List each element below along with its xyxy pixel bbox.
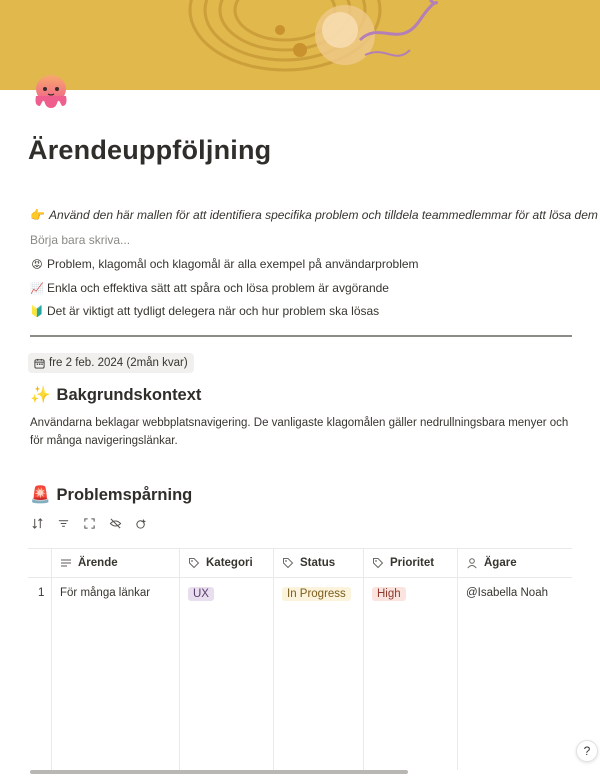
filter-button[interactable]: [56, 516, 70, 530]
cell-agare[interactable]: @Isabella Noah: [466, 587, 548, 599]
filter-icon: [57, 517, 70, 530]
divider: [30, 335, 572, 337]
heading-text: Bakgrundskontext: [56, 386, 202, 404]
text-icon: [60, 557, 72, 569]
expand-icon: [83, 517, 96, 530]
automation-button[interactable]: [134, 516, 148, 530]
column-label: Status: [300, 557, 336, 569]
table-row[interactable]: [28, 578, 572, 770]
bullet-line-3[interactable]: [30, 304, 379, 318]
tag-icon: [188, 557, 200, 569]
sort-button[interactable]: [30, 516, 44, 530]
line-text: Enkla och effektiva sätt att spåra och lösa problem är avgörande: [47, 281, 389, 295]
row-number: 1: [28, 578, 52, 770]
issue-table: [28, 548, 572, 770]
automation-icon: [135, 517, 148, 530]
chart-increasing-icon: 📈: [30, 283, 44, 295]
hide-button[interactable]: [108, 516, 122, 530]
cover-image: [0, 0, 600, 90]
hide-icon: [109, 517, 122, 530]
row-number-header: [28, 549, 52, 577]
sparkles-icon: ✨: [30, 386, 51, 404]
expand-button[interactable]: [82, 516, 96, 530]
column-label: Kategori: [206, 557, 253, 569]
database-toolbar: [30, 516, 148, 530]
column-label: Ägare: [484, 557, 517, 569]
page-title[interactable]: Ärendeuppföljning: [28, 135, 272, 165]
siren-icon: 🚨: [30, 486, 51, 504]
tag-icon: [372, 557, 384, 569]
priority-badge: High: [372, 587, 406, 601]
date-chip[interactable]: [28, 353, 194, 373]
help-button[interactable]: ?: [576, 740, 598, 762]
column-header-status[interactable]: [274, 549, 364, 577]
column-label: Ärende: [78, 557, 118, 569]
callout-text[interactable]: [30, 208, 598, 222]
bullet-line-1[interactable]: [30, 257, 419, 271]
column-header-kategori[interactable]: [180, 549, 274, 577]
background-paragraph[interactable]: Användarna beklagar webbplatsnavigering. De vanligaste klagomålen gäller nedrullningsbara menyer och för många navigeringslänkar.: [30, 417, 569, 447]
cell-arende[interactable]: För många länkar: [52, 578, 180, 770]
person-icon: [466, 557, 478, 569]
column-header-prioritet[interactable]: [364, 549, 458, 577]
calendar-icon: [34, 358, 45, 369]
pointing-hand-icon: 👉: [30, 208, 45, 222]
line-text: Det är viktigt att tydligt delegera när och hur problem ska lösas: [47, 304, 380, 318]
heading-tracking[interactable]: [30, 486, 192, 505]
tag-icon: [282, 557, 294, 569]
bullet-line-2[interactable]: [30, 281, 389, 295]
cell-kategori[interactable]: [180, 578, 274, 770]
date-text: fre 2 feb. 2024 (2mån kvar): [49, 357, 188, 369]
heading-background[interactable]: [30, 386, 201, 405]
table-header: [28, 549, 572, 578]
callout-label: Använd den här mallen för att identifiera specifika problem och tilldela teammedlemmar för att lösa dem: [48, 208, 598, 222]
cell-status[interactable]: [274, 578, 364, 770]
column-label: Prioritet: [390, 557, 435, 569]
placeholder-text[interactable]: Börja bara skriva...: [30, 233, 131, 247]
category-tag: UX: [188, 587, 214, 601]
heading-text: Problemspårning: [56, 486, 193, 504]
sort-icon: [31, 517, 44, 530]
horizontal-scrollbar[interactable]: [30, 770, 408, 774]
column-header-agare[interactable]: [458, 549, 572, 577]
octopus-icon[interactable]: [30, 72, 72, 114]
status-badge: In Progress: [282, 587, 351, 601]
angry-face-icon: 😡: [31, 259, 43, 271]
shield-badge-icon: 🔰: [30, 306, 44, 318]
column-header-arende[interactable]: [52, 549, 180, 577]
cell-prioritet[interactable]: [364, 578, 458, 770]
line-text: Problem, klagomål och klagomål är alla exempel på användarproblem: [47, 257, 419, 271]
